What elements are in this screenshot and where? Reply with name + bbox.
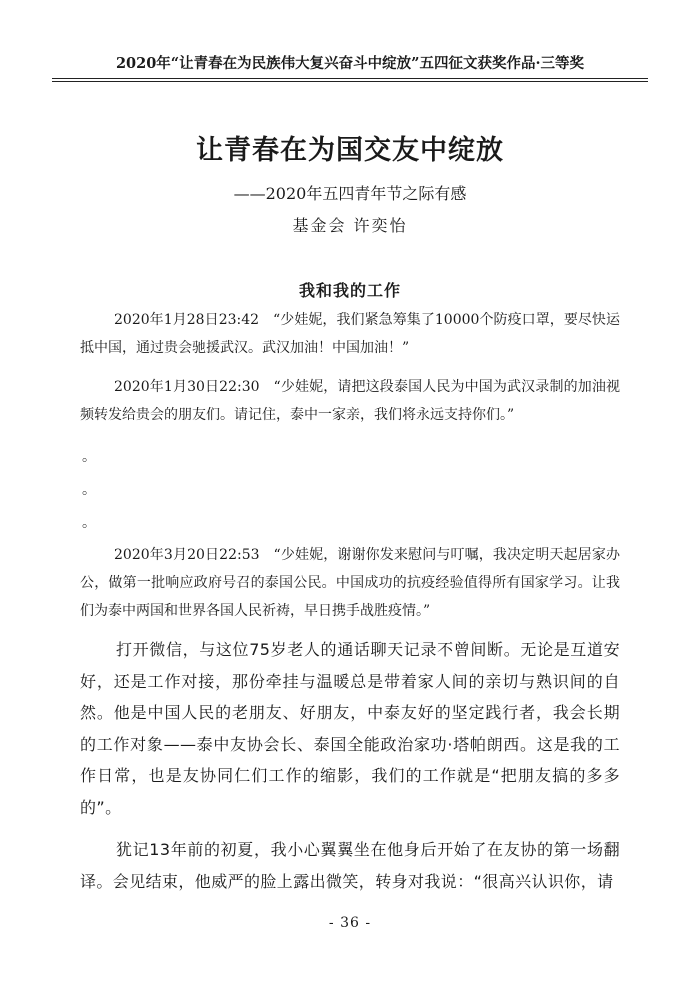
ellipsis-dot: 。	[82, 449, 96, 465]
message-entry	[80, 306, 620, 362]
section-heading: 我和我的工作	[298, 281, 401, 300]
article-subtitle: ——2020年五四青年节之际有感	[233, 184, 467, 203]
page-number: - 36 -	[328, 915, 372, 931]
article-author: 基金会 许奕怡	[292, 216, 408, 235]
body-paragraph: 打开微信，与这位75岁老人的通话聊天记录不曾间断。无论是互道安好，还是工作对接，那份牵挂与温暖总是带着家人间的亲切与熟识间的自然。他是中国人民的老朋友、好朋友，中泰友好的坚定践行者，我会长期的工作对象——泰中友协会长、泰国全能政治家功·塔帕朗西。这是我的工作日常，也是友协同仁们工作的缩影，我们的工作就是“把朋友搞的多多的”。	[80, 640, 620, 817]
ellipsis-dot: 。	[82, 515, 96, 531]
ellipsis-dot: 。	[82, 482, 96, 498]
message-entry	[80, 373, 620, 429]
message-text: “少娃妮，我们紧急筹集了10000个防疫口罩，要尽快运抵中国，通过贵会驰援武汉。武汉加油！中国加油！”	[80, 312, 620, 356]
running-header: 2020年“让青春在为民族伟大复兴奋斗中绽放”五四征文获奖作品·三等奖	[115, 55, 585, 72]
message-timestamp: 2020年1月30日22:30	[114, 379, 260, 395]
article-title: 让青春在为国交友中绽放	[196, 135, 504, 166]
header-rule-thick	[52, 81, 648, 82]
header-rule-thin	[52, 78, 648, 79]
message-timestamp: 2020年1月28日23:42	[114, 312, 260, 328]
message-timestamp: 2020年3月20日22:53	[114, 547, 260, 563]
message-entry	[80, 541, 620, 625]
message-text: “少娃妮，谢谢你发来慰问与叮嘱，我决定明天起居家办公，做第一批响应政府号召的泰国公民。中国成功的抗疫经验值得所有国家学习。让我们为泰中两国和世界各国人民祈祷，早日携手战胜疫情。”	[80, 547, 620, 619]
message-text: “少娃妮，请把这段泰国人民为中国为武汉录制的加油视频转发给贵会的朋友们。请记住，泰中一家亲，我们将永远支持你们。”	[80, 379, 620, 423]
body-paragraph: 犹记13年前的初夏，我小心翼翼坐在他身后开始了在友协的第一场翻译。会见结束，他威严的脸上露出微笑，转身对我说：“很高兴认识你，请	[80, 840, 620, 891]
